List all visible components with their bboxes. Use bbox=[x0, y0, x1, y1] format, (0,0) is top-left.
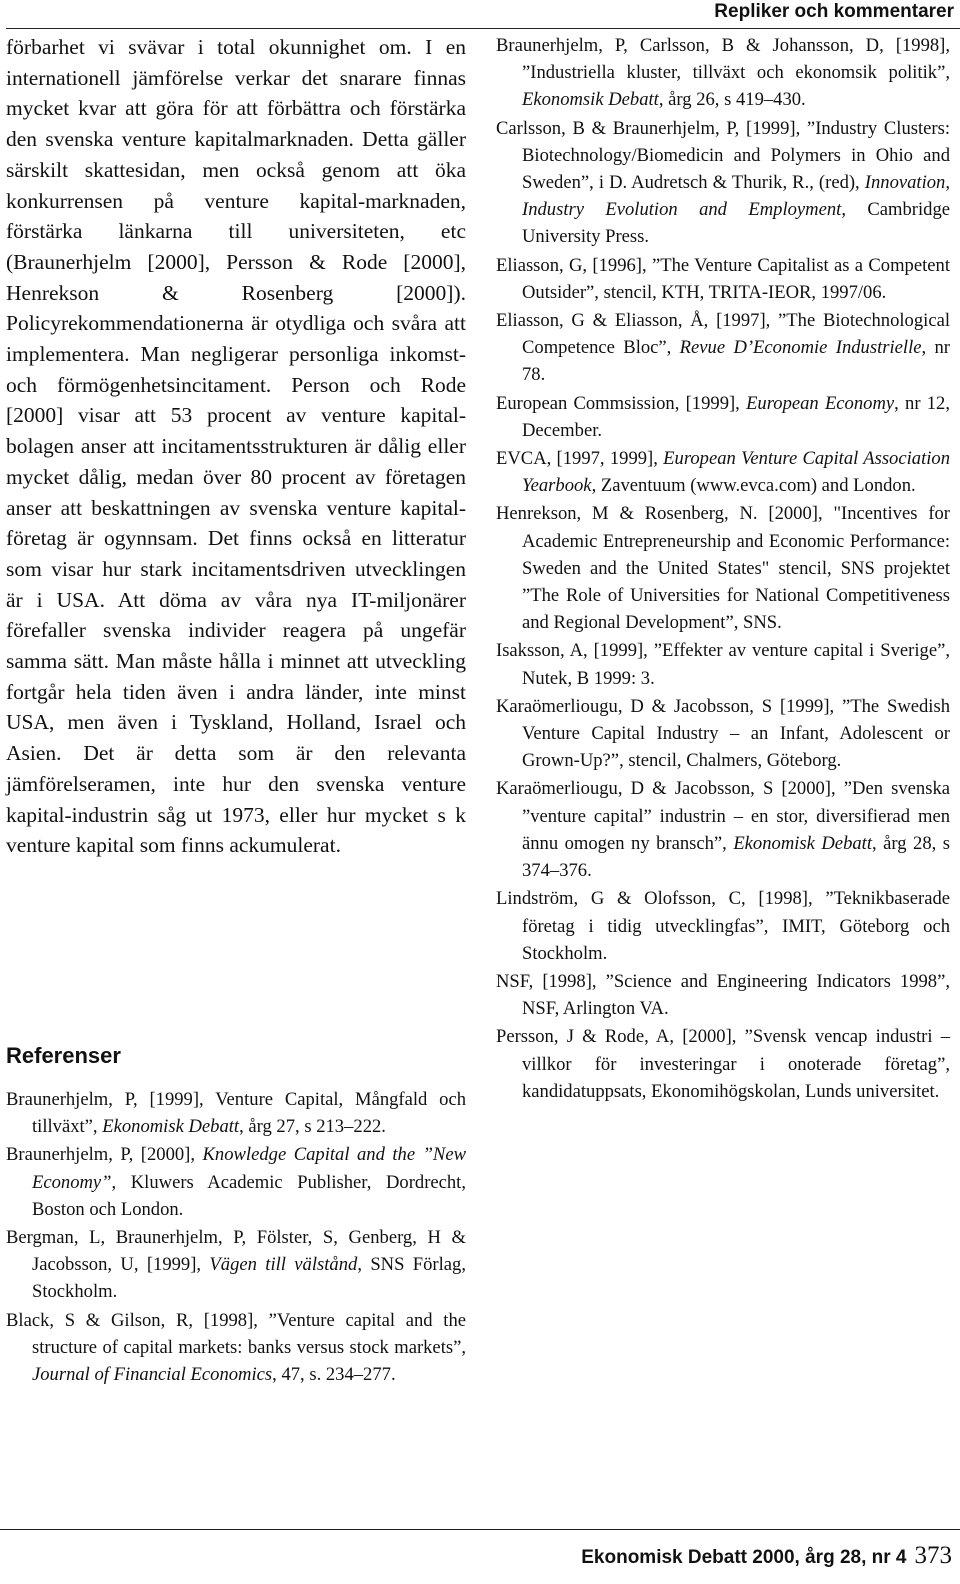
references-list-right bbox=[496, 32, 950, 1106]
reference-item: Braunerhjelm, P, [1999], Venture Capital, Mångfald och tillväxt”, Ekonomisk Debatt, årg 27, s 213–222. bbox=[6, 1089, 466, 1138]
reference-item: Carlsson, B & Braunerhjelm, P, [1999], ”Industry Clusters: Biotechnology/Biomedicin and Polymers in Ohio and Sweden”, i D. Audretsch & Thurik, R., (red), Innovation, Industry Evolution and Employment, Cambridge University Press. bbox=[496, 117, 951, 248]
references-list-left bbox=[6, 1086, 466, 1389]
reference-item: Karaömerliougu, D & Jacobsson, S [2000], ”Den svenska ”venture capital” industrin – en stor, diversifierad men ännu omogen ny bransch”, Ekonomisk Debatt, årg 28, s 374–376. bbox=[496, 778, 950, 882]
reference-item: Braunerhjelm, P, [2000], Knowledge Capital and the ”New Economy”, Kluwers Academic Publisher, Dordrecht, Boston och London. bbox=[6, 1144, 466, 1220]
reference-item: Braunerhjelm, P, Carlsson, B & Johansson, D, [1998], ”Industriella kluster, tillväxt och ekonomsik politik”, Ekonomsik Debatt, årg 26, s 419–430. bbox=[496, 35, 950, 111]
reference-item: Henrekson, M & Rosenberg, N. [2000], "Incentives for Academic Entrepreneurship and Economic Performance: Sweden and the United States" stencil, SNS projektet ”The Role of Universities for National Competitiveness and Regional Development”, SNS. bbox=[496, 503, 950, 634]
journal-citation: Ekonomisk Debatt 2000, årg 28, nr 4 bbox=[581, 1547, 907, 1568]
running-footer bbox=[581, 1542, 952, 1570]
references-heading: Referenser bbox=[6, 1043, 121, 1068]
reference-item: Lindström, G & Olofsson, C, [1998], ”Teknikbaserade företag i tidig utvecklingfas”, IMIT, Göteborg och Stockholm. bbox=[496, 888, 950, 964]
reference-item: Black, S & Gilson, R, [1998], ”Venture capital and the structure of capital markets: banks versus stock markets”, Journal of Financial Economics, 47, s. 234–277. bbox=[6, 1309, 466, 1386]
reference-item: Eliasson, G, [1996], ”The Venture Capitalist as a Competent Outsider”, stencil, KTH, TRITA-IEOR, 1997/06. bbox=[496, 254, 950, 303]
header-rule bbox=[6, 28, 960, 29]
left-column bbox=[6, 32, 466, 861]
reference-item: Eliasson, G & Eliasson, Å, [1997], ”The Biotechnological Competence Bloc”, Revue D’Economie Industrielle, nr 78. bbox=[496, 310, 950, 386]
reference-item: NSF, [1998], ”Science and Engineering Indicators 1998”, NSF, Arlington VA. bbox=[496, 970, 950, 1020]
body-paragraph: förbarhet vi svävar i total okunnighet om. I en internationell jämförelse verkar det snarare finnas mycket kvar att göra för att förbättra och förstärka den svenska venture kapitalmarknaden. Detta gäller särskilt skattesidan, men också genom att öka konkurrensen på venture kapital-marknaden, förstärka länkarna till universiteten, etc (Braunerhjelm [2000], Persson & Rode [2000], Henrekson & Rosenberg [2000]). Policyrekommendationerna är otydliga och svåra att implementera. Man negligerar personliga inkomst- och förmögenhetsincitament. Person och Rode [2000] visar att 53 procent av venture kapital-bolagen anser att incitamentsstrukturen är dålig eller mycket dålig, medan över 80 procent av företagen anser att beskattningen av svenska venture kapital-företag är ogynnsam. Det finns också en litteratur som visar hur stark incitamentsdriven utvecklingen är i USA. Att döma av våra nya IT-miljonärer förefaller svenska individer reagera på ungefär samma sätt. Man måste hålla i minnet att utveckling fortgår hela tiden även i andra länder, inte minst USA, men även i Tyskland, Holland, Israel och Asien. Det är detta som är den relevanta jämförelseramen, inte hur den svenska venture kapital-industrin såg ut 1973, eller hur mycket s k venture kapital som finns ackumulerat. bbox=[6, 35, 466, 858]
reference-item: Karaömerliougu, D & Jacobsson, S [1999], ”The Swedish Venture Capital Industry – an Infant, Adolescent or Grown-Up?”, stencil, Chalmers, Göteborg. bbox=[496, 695, 950, 772]
reference-item: Persson, J & Rode, A, [2000], ”Svensk vencap industri – villkor för investeringar i onoterade företag”, kandidatuppsats, Ekonomihögskolan, Lunds universitet. bbox=[496, 1026, 950, 1102]
page-number: 373 bbox=[914, 1542, 952, 1569]
footer-rule bbox=[0, 1529, 960, 1530]
reference-item: Isaksson, A, [1999], ”Effekter av venture capital i Sverige”, Nutek, B 1999: 3. bbox=[496, 640, 950, 689]
running-header: Repliker och kommentarer bbox=[714, 1, 954, 22]
reference-item: Bergman, L, Braunerhjelm, P, Fölster, S, Genberg, H & Jacobsson, U, [1999], Vägen till välstånd, SNS Förlag, Stockholm. bbox=[6, 1227, 466, 1303]
reference-item: European Commsission, [1999], European Economy, nr 12, December. bbox=[496, 392, 950, 441]
reference-item: EVCA, [1997, 1999], European Venture Capital Association Yearbook, Zaventuum (www.evca.com) and London. bbox=[496, 448, 950, 497]
